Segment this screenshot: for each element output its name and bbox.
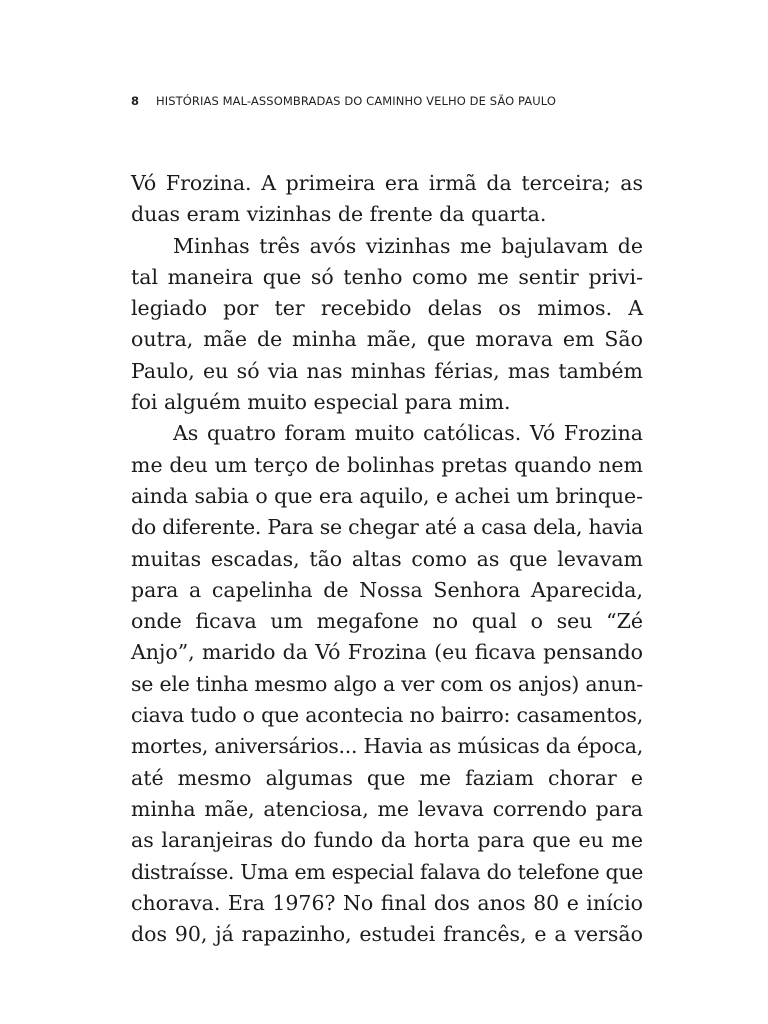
text-line: ainda sabia o que era aquilo, e achei um brinque-: [131, 483, 643, 508]
text-line: outra, mãe de minha mãe, que morava em São: [131, 327, 643, 352]
text-line: onde ficava um megafone no qual o seu “Zé: [131, 609, 643, 634]
text-line: dos 90, já rapazinho, estudei francês, e a versão: [131, 922, 643, 947]
running-title: HISTÓRIAS MAL-ASSOMBRADAS DO CAMINHO VELHO DE SÃO PAULO: [156, 94, 557, 108]
text-line: do diferente. Para se chegar até a casa dela, havia: [131, 515, 643, 540]
text-line: duas eram vizinhas de frente da quarta.: [131, 202, 547, 227]
text-line: Paulo, eu só via nas minhas férias, mas também: [131, 358, 643, 383]
text-line: tal maneira que só tenho como me sentir privi-: [131, 264, 643, 289]
text-line: As quatro foram muito católicas. Vó Frozina: [173, 421, 643, 446]
text-line: se ele tinha mesmo algo a ver com os anjos) anun-: [131, 671, 643, 696]
page-number: 8: [131, 94, 140, 108]
body-text: [131, 168, 643, 950]
text-line: chorava. Era 1976? No final dos anos 80 e início: [131, 890, 643, 915]
text-line: distraísse. Uma em especial falava do telefone que: [131, 859, 643, 884]
text-line: legiado por ter recebido delas os mimos. A: [131, 296, 643, 321]
text-line: foi alguém muito especial para mim.: [131, 390, 511, 415]
text-line: as laranjeiras do fundo da horta para que eu me: [131, 828, 643, 853]
text-line: Vó Frozina. A primeira era irmã da terceira; as: [131, 171, 643, 195]
text-line: minha mãe, atenciosa, me levava correndo para: [131, 796, 643, 821]
text-line: até mesmo algumas que me faziam chorar e: [131, 765, 643, 790]
text-line: mortes, aniversários... Havia as músicas da época,: [131, 734, 643, 759]
text-line: me deu um terço de bolinhas pretas quando nem: [131, 452, 643, 477]
text-line: Minhas três avós vizinhas me bajulavam de: [173, 233, 643, 258]
text-line: Anjo”, marido da Vó Frozina (eu ficava pensando: [131, 640, 643, 665]
text-line: para a capelinha de Nossa Senhora Aparecida,: [131, 577, 643, 602]
text-line: muitas escadas, tão altas como as que levavam: [131, 546, 643, 571]
running-header: [131, 92, 556, 110]
text-line: ciava tudo o que acontecia no bairro: casamentos,: [131, 703, 643, 728]
